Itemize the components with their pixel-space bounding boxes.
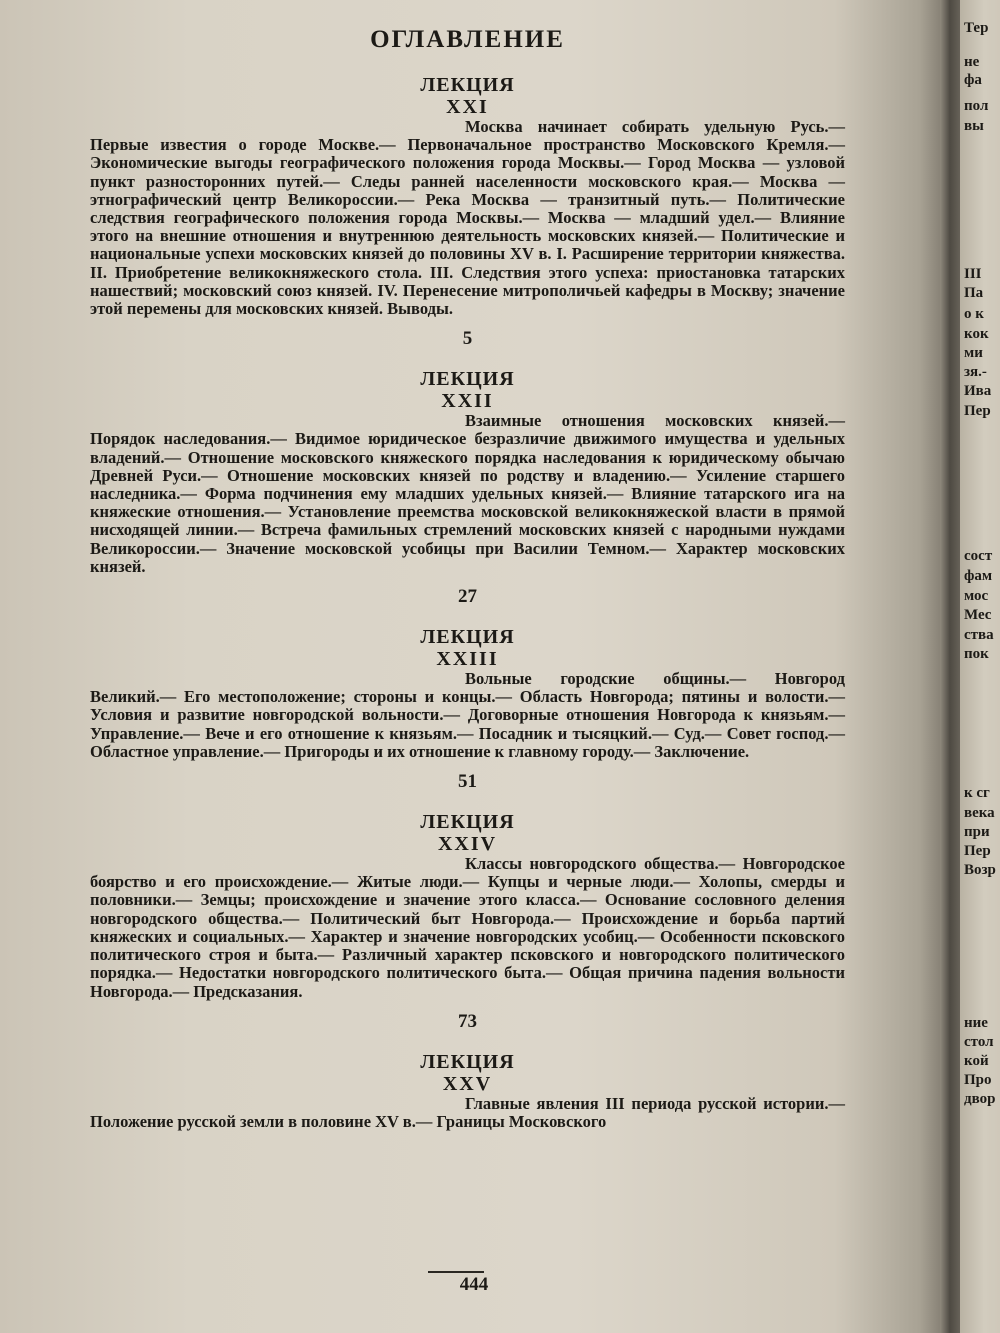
fragment: вы [964, 118, 984, 134]
lecture-page-number: 51 [458, 771, 477, 793]
table-of-contents [90, 20, 845, 1149]
fragment: при [964, 824, 990, 840]
right-page-edge [960, 0, 1000, 1333]
lecture-summary: Взаимные отношения московских князей.— Порядок наследования.— Видимое юридическое безразличие движимого имущества и удельных владений.— Отношение московского княжеского порядка наследования к юридическому обычаю Древней Руси.— Отношение московских князей по родству и владению.— Усиление старшего наследника.— Форма подчинения ему младших удельных князей.— Влияние татарского ига на княжеские отношения.— Установление преемства московской великокняжеской власти в прямой нисходящей линии.— Встреча фамильных стремлений московских князей с народными нуждами Великороссии.— Значение московской усобицы при Василии Темном.— Характер московских князей. [90, 411, 845, 576]
fragment: Ива [964, 383, 992, 399]
page-title: ОГЛАВЛЕНИЕ [370, 26, 565, 53]
folio-rule [428, 1271, 484, 1273]
fragment: не [964, 54, 980, 70]
fragment: века [964, 805, 995, 821]
lecture-page-number: 5 [462, 328, 473, 350]
fragment: ства [964, 627, 994, 643]
lecture-number: XXII [441, 390, 494, 413]
fragment: мос [964, 588, 989, 604]
fragment: пок [964, 646, 989, 662]
lecture-heading: ЛЕКЦИЯ [420, 1050, 515, 1073]
lecture-number: XXI [446, 96, 489, 118]
fragment: кок [964, 326, 989, 342]
fragment: о к [964, 306, 984, 322]
fragment: стол [964, 1034, 994, 1050]
fragment: III [964, 266, 982, 282]
lecture-number: XXIV [437, 833, 498, 856]
fragment: двор [964, 1091, 996, 1107]
lecture-summary: Классы новгородского общества.— Новгородское боярство и его происхождение.— Житые люди.— Купцы и черные люди.— Холопы, смерды и половники.— Земцы; происхождение и значение этого класса.— Основание сословного деления новгородского общества.— Политический быт Новгорода.— Происхождение и борьба партий княжеских и социальных.— Характер и значение новгородских усобиц.— Особенности псковского политического строя и быта.— Различный характер псковского и новгородского политического порядка.— Недостатки новгородского политического быта.— Общая причина падения вольности Новгорода.— Предсказания. [90, 854, 845, 1001]
fragment: Пер [964, 403, 991, 419]
lecture-entry [90, 811, 845, 1033]
fragment: Мес [964, 607, 992, 623]
fragment: зя.- [964, 364, 987, 380]
lecture-entry [90, 368, 845, 608]
lecture-number: XXIII [436, 648, 499, 671]
page-folio: 444 [459, 1274, 489, 1295]
lecture-summary: Москва начинает собирать удельную Русь.— Первые известия о городе Москве.— Первоначальное пространство Московского Кремля.— Экономические выгоды географического положения города Москвы.— Город Москва — узловой пункт разносторонних путей.— Следы ранней населенности московского края.— Москва — этнографический центр Великороссии.— Река Москва — транзитный путь.— Политические следствия географического положения города Москвы.— Москва — младший удел.— Влияние этого на внешние отношения и внутреннюю деятельность московских князей.— Политические и национальные успехи московских князей до половины XV в. I. Расширение территории княжества. II. Приобретение великокняжеского стола. III. Следствия этого успеха: приостановка татарских нашествий; московский союз князей. IV. Перенесение митрополичьей кафедры в Москву; значение этой перемены для московских князей. Выводы. [90, 117, 845, 319]
fragment: Тер [964, 20, 989, 36]
fragment: к сг [964, 785, 990, 801]
lecture-entry [90, 1051, 845, 1131]
lecture-number: XXV [442, 1072, 493, 1095]
fragment: Па [964, 285, 984, 301]
fragment: ние [964, 1015, 988, 1031]
fragment: Возр [964, 862, 996, 878]
fragment: сост [964, 548, 993, 564]
lecture-page-number: 27 [458, 586, 477, 608]
fragment: ми [964, 345, 983, 361]
lecture-heading: ЛЕКЦИЯ [420, 626, 515, 649]
lecture-entry [90, 626, 845, 793]
fragment: фам [964, 568, 993, 584]
lecture-heading: ЛЕКЦИЯ [420, 368, 515, 391]
fragment: Пер [964, 843, 991, 859]
lecture-summary: Главные явления III периода русской истории.— Положение русской земли в половине XV в.— Границы Московского [90, 1093, 845, 1131]
fragment: пол [964, 98, 989, 114]
lecture-heading: ЛЕКЦИЯ [420, 811, 515, 834]
book-gutter [940, 0, 962, 1333]
lecture-page-number: 73 [458, 1010, 477, 1032]
lecture-summary: Вольные городские общины.— Новгород Великий.— Его местоположение; стороны и концы.— Область Новгорода; пятины и волости.— Условия и развитие новгородской вольности.— Договорные отношения Новгорода к князьям.— Управление.— Вече и его отношение к князьям.— Посадник и тысяцкий.— Суд.— Совет господ.— Областное управление.— Пригороды и их отношение к главному городу.— Заключение. [90, 669, 845, 761]
lecture-heading: ЛЕКЦИЯ [420, 74, 515, 96]
fragment: фа [964, 72, 982, 88]
fragment: кой [964, 1053, 989, 1069]
lecture-entry [90, 74, 845, 350]
fragment: Про [964, 1072, 992, 1088]
